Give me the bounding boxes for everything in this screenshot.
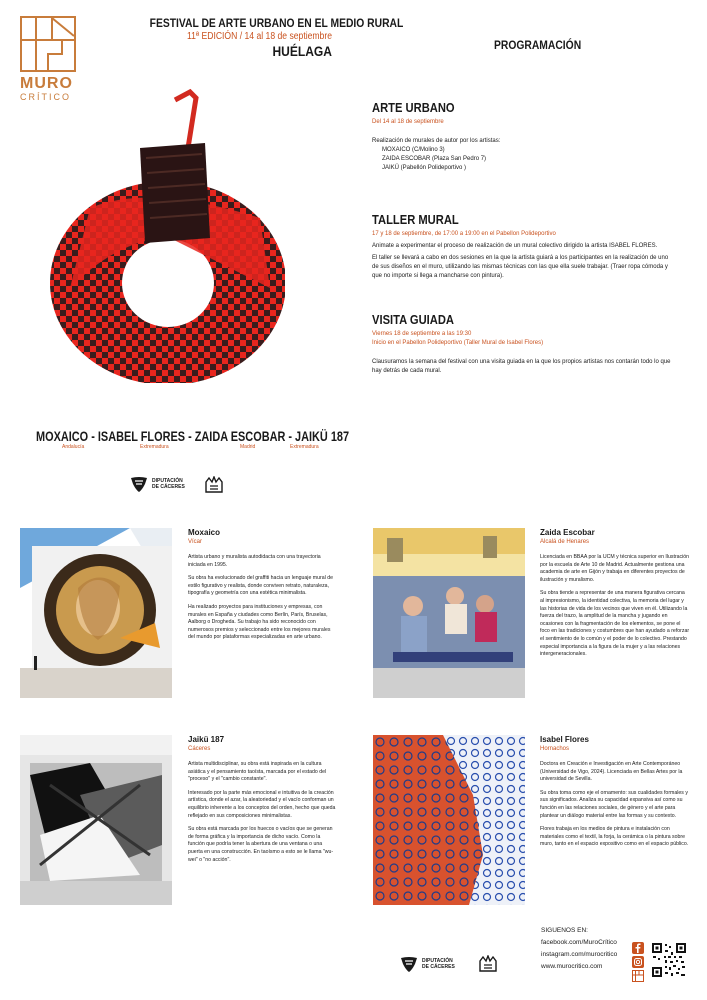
- arte-urbano-dates: Del 14 al 18 de septiembre: [372, 119, 444, 125]
- moxaico-bio: [188, 528, 338, 648]
- section-taller-mural: [372, 212, 672, 281]
- festival-edition: 11ª EDICIÓN / 14 al 18 de septiembre: [186, 31, 332, 42]
- diputacion-line1: DIPUTACIÓN: [422, 958, 453, 964]
- moxaico-location: Vícar: [188, 539, 203, 545]
- zaida-paragraph: Licenciada en BBAA por la UCM y técnica superior en Ilustración por la escuela de Arte 10 de Madrid. Actualmente gestiona una academia de arte en Gijón y trabaja en diferentes proyectos de ilustración y muralismo.: [540, 554, 690, 583]
- origin-label: Andalucía: [62, 444, 85, 450]
- diputacion-logo-footer: [400, 956, 455, 972]
- logo-word-muro: MURO: [20, 75, 73, 92]
- arte-urbano-intro: Realización de murales de autor por los artistas:: [372, 138, 501, 144]
- festival-title: FESTIVAL DE ARTE URBANO EN EL MEDIO RURAL: [149, 16, 404, 30]
- follow-title: SIGUENOS EN:: [541, 927, 588, 934]
- moxaico-mural-image: [20, 528, 172, 698]
- moxaico-paragraph: Su obra ha evolucionado del graffiti hacia un lenguaje mural de estilo figurativo y realista, donde conviven retrato, naturaleza, tipografía y geometría con una estética minimalista.: [188, 575, 333, 597]
- section-arte-urbano: [372, 100, 672, 173]
- town-crest-icon: [478, 955, 498, 973]
- zaida-location: Alcalá de Henares: [540, 539, 590, 545]
- origin-label: Madrid: [240, 444, 256, 450]
- visita-p1: Clausuramos la semana del festival con una visita guiada en la que los propios artistas nos contarán todo lo que hay detrás de cada mural.: [372, 359, 671, 374]
- isabel-paragraph: Doctora en Creación e Investigación en Arte Contemporáneo (Universidad de Vigo, 2024). Licenciada en Bellas Artes por la universidad de Sevilla.: [540, 761, 683, 783]
- facebook-link[interactable]: facebook.com/MuroCrítico: [541, 939, 617, 946]
- visita-date: Viernes 18 de septiembre a las 19:30: [372, 331, 472, 337]
- zaida-mural-image: [373, 528, 525, 698]
- diputacion-logo: [130, 476, 185, 492]
- zaida-name: Zaida Escobar: [540, 528, 595, 537]
- isabel-bio: [540, 735, 690, 855]
- taller-p1: Animate a experimentar el proceso de realización de un mural colectivo dirigido la artista ISABEL FLORES.: [372, 243, 658, 249]
- artists-names: MOXAICO - ISABEL FLORES - ZAIDA ESCOBAR - JAIKÜ 187: [36, 428, 350, 444]
- zaida-bio: [540, 528, 690, 665]
- muro-critico-small-logo-icon[interactable]: [632, 970, 644, 982]
- jaiku-name: Jaikü 187: [188, 735, 225, 744]
- isabel-location: Hornachos: [540, 746, 570, 752]
- isabel-name: Isabel Flores: [540, 735, 589, 744]
- isabel-paragraph: Su obra toma como eje el ornamento: sus cualidades formales y sus significados. Analiza su capacidad expansiva así como su función en las relaciones sociales, de género y el arte para plantear un diálogo material entre las formas y su contexto.: [540, 789, 688, 819]
- moxaico-paragraph: Artista urbano y muralista autodidacta con una trayectoria iniciada en 1995.: [188, 554, 321, 568]
- website-link[interactable]: www.murocritico.com: [541, 963, 603, 970]
- isabel-paragraph: Flores trabaja en los medios de pintura e instalación con materiales como el textil, la forja, la cerámica o la pintura sobre muro, tanto en el espacio expositivo como en el espacio público.: [540, 826, 689, 848]
- zaida-paragraph: Su obra tiende a representar de una manera figurativa cercana al impresionismo, la identidad colectiva, la memoria del lugar y las historias de vida de los vecinos que viven en él. Utilizando la fuerza del trazo, la amplitud de la mancha y jugando en ocasiones con la fragmentación de los elementos, se pone el foco en las tradiciones y costumbres que han ayudado a reforzar el sentimiento de lo común y el poder de lo colectivo. Prestando especial importancia a la figura de la mujer y a las relaciones intergeneracionales.: [540, 590, 690, 658]
- taller-dates: 17 y 18 de septiembre, de 17:00 a 19:00 en el Pabellon Polideportivo: [372, 231, 556, 237]
- section-visita-guiada: [372, 312, 672, 376]
- origin-label: Extremadura: [290, 444, 319, 450]
- instagram-icon[interactable]: [632, 956, 644, 968]
- visita-start: Inicio en el Pabellon Polideportivo (Taller Mural de Isabel Flores): [372, 340, 544, 346]
- woven-wreath-image: [30, 88, 285, 383]
- festival-town: HUÉLAGA: [272, 43, 332, 59]
- logo-word-critico: CRÍTICO: [20, 92, 71, 102]
- moxaico-paragraph: Ha realizado proyectos para instituciones y empresas, con murales en España y ciudades como Berlín, París, Bruselas, Aalborg o Drogheda. Su trabajo ha sido reconocido con numerosos premios y seleccionado entre los mejores murales del mundo por plataformas especializadas en arte urbano.: [188, 603, 331, 641]
- qr-code-icon: [651, 942, 687, 978]
- arte-urbano-item: ZAIDA ESCOBAR (Plaza San Pedro 7): [382, 156, 487, 162]
- town-crest-icon: [204, 476, 224, 494]
- diputacion-shield-icon: [400, 956, 418, 972]
- jaiku-location: Cáceres: [188, 746, 211, 752]
- arte-urbano-item: MOXAICO (C/Molino 3): [382, 147, 445, 153]
- moxaico-name: Moxaico: [188, 528, 221, 537]
- taller-p2: El taller se llevará a cabo en dos sesiones en la que la artista guiará a los participantes en la realización de uno de sus diseños en el muro, utilizando las mismas técnicas con las que ella suele trabajar. (Traer ropa cómoda y que no importe si llega a mancharse con pintura).: [372, 255, 669, 279]
- diputacion-line1: DIPUTACIÓN: [152, 478, 183, 484]
- diputacion-line2: DE CÁCERES: [152, 484, 185, 490]
- diputacion-line2: DE CÁCERES: [422, 964, 455, 970]
- programme-title: PROGRAMACIÓN: [494, 38, 582, 52]
- logo-mark-icon: [20, 16, 76, 72]
- jaiku-bio: [188, 735, 338, 870]
- artists-bar: [36, 428, 350, 454]
- origin-label: Extremadura: [140, 444, 169, 450]
- facebook-icon[interactable]: [632, 942, 644, 954]
- taller-title: TALLER MURAL: [372, 212, 459, 227]
- instagram-link[interactable]: instagram.com/murocritico: [541, 951, 618, 958]
- jaiku-paragraph: Interesado por la parte más emocional e intuitiva de la creación artística, donde el azar, la aleatoriedad y el vacío conforman un equilibrio inherente a los conceptos del orden, hecho que queda reflejado en sus composiciones minimalistas.: [188, 789, 336, 819]
- diputacion-shield-icon: [130, 476, 148, 492]
- visita-title: VISITA GUIADA: [372, 312, 454, 327]
- jaiku-paragraph: Artista multidisciplinar, su obra está inspirada en la cultura asiática y el pensamiento taoísta, marcada por el estado del "proceso" y el "cambio constante".: [188, 761, 327, 783]
- festival-header: [120, 16, 404, 59]
- arte-urbano-item: JAIKÜ (Pabellón Polideportivo ): [382, 165, 467, 171]
- jaiku-mural-image: [20, 735, 172, 905]
- jaiku-paragraph: Su obra está marcada por los huecos o vacíos que se generan de forma gráfica y la importancia de dicho vacío. Como la función que podría tener la abertura de una ventana o una puerta en una construcción. En taoísmo a esto se le llama "wu-wei" o "no acción".: [188, 826, 334, 863]
- isabel-mural-image: [373, 735, 525, 905]
- arte-urbano-title: ARTE URBANO: [372, 100, 455, 115]
